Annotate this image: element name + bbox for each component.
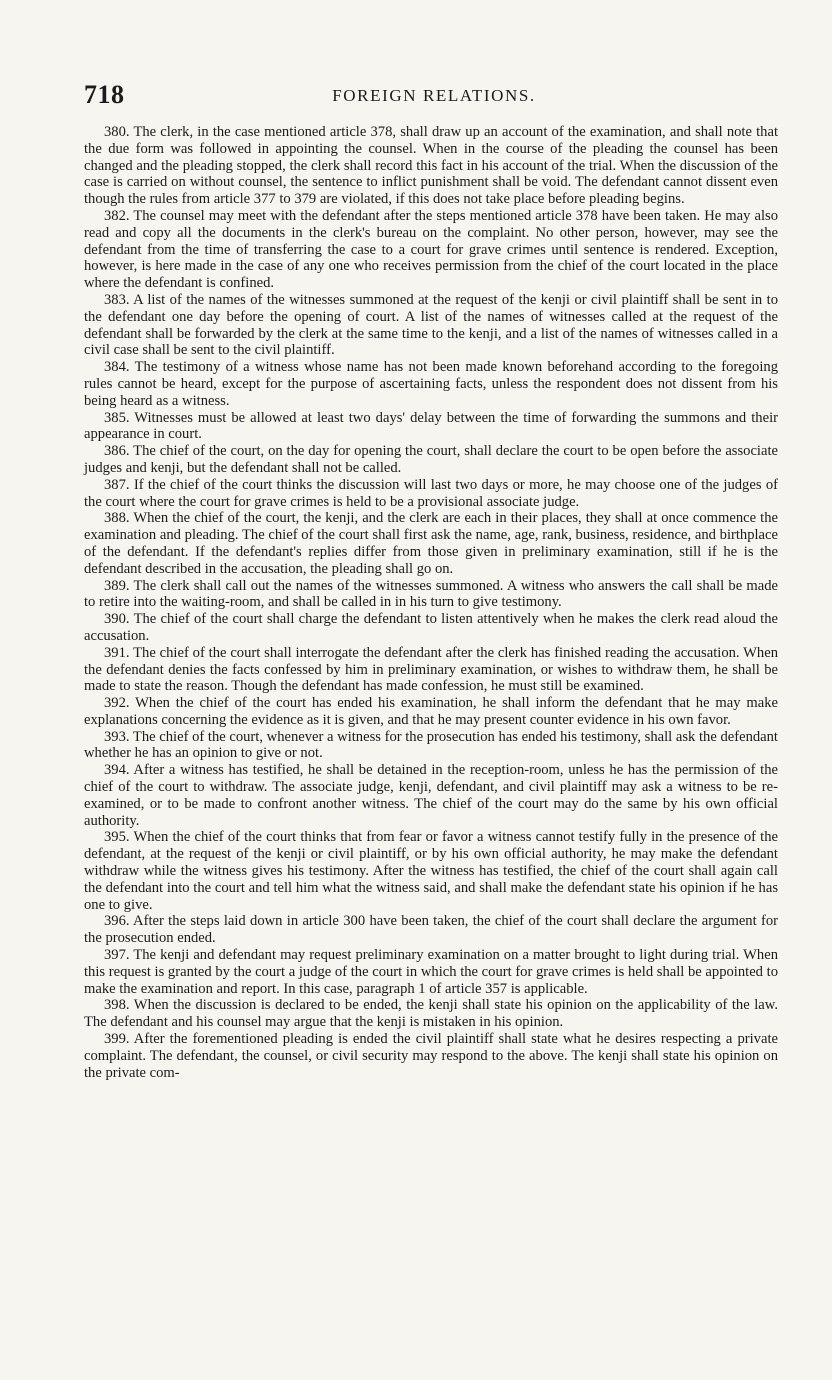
- article-388: 388. When the chief of the court, the kenji, and the clerk are each in their places, they shall at once commence the examination and pleading. The chief of the court shall first ask the name, age, rank, business, residence, and birthplace of the defendant. If the defendant's replies differ from those given in preliminary examination, still if he is the defendant described in the accusation, the pleading shall go on.: [84, 510, 778, 577]
- article-384: 384. The testimony of a witness whose name has not been made known beforehand according to the foregoing rules cannot be heard, except for the purpose of ascertaining facts, unless the respondent does not dissent from his being heard as a witness.: [84, 359, 778, 409]
- article-380: 380. The clerk, in the case mentioned article 378, shall draw up an account of the examination, and shall note that the due form was followed in appointing the counsel. When in the course of the pleading the counsel has been changed and the pleading stopped, the clerk shall record this fact in his account of the trial. When the discussion of the case is carried on without counsel, the sentence to inflict punishment shall be void. The defendant cannot dissent even though the rules from article 377 to 379 are violated, if this does not take place before pleading begins.: [84, 124, 778, 208]
- article-383: 383. A list of the names of the witnesses summoned at the request of the kenji or civil plaintiff shall be sent in to the defendant one day before the opening of court. A list of the names of witnesses called at the request of the defendant shall be forwarded by the clerk at the same time to the kenji, and a list of the names of witnesses called in a civil case shall be sent to the civil plaintiff.: [84, 291, 778, 359]
- article-398: 398. When the discussion is declared to be ended, the kenji shall state his opinion on the applicability of the law. The defendant and his counsel may argue that the kenji is mistaken in his opinion.: [84, 997, 778, 1031]
- article-391: 391. The chief of the court shall interrogate the defendant after the clerk has finished reading the accusation. When the defendant denies the facts confessed by him in preliminary examination, or wishes to withdraw them, he shall be made to state the reason. Though the defendant has made confession, he must still be examined.: [84, 644, 778, 695]
- article-397: 397. The kenji and defendant may request preliminary examination on a matter brought to light during trial. When this request is granted by the court a judge of the court in which the court for grave crimes is held shall be appointed to make the examination and report. In this case, paragraph 1 of article 357 is applicable.: [84, 947, 778, 997]
- article-389: 389. The clerk shall call out the names of the witnesses summoned. A witness who answers the call shall be made to retire into the waiting-room, and shall be called in in his turn to give testimony.: [84, 577, 778, 611]
- article-385: 385. Witnesses must be allowed at least two days' delay between the time of forwarding the summons and their appearance in court.: [84, 409, 778, 443]
- article-395: 395. When the chief of the court thinks that from fear or favor a witness cannot testify fully in the presence of the defendant, at the request of the kenji or civil plaintiff, or by his own official authority, he may make the defendant withdraw while the witness gives his testimony. After the witness has testified, the chief of the court shall again call the defendant into the court and tell him what the witness said, and shall make the defendant state his opinion if he has one to give.: [84, 829, 778, 913]
- article-399: 399. After the forementioned pleading is ended the civil plaintiff shall state what he desires respecting a private complaint. The defendant, the counsel, or civil security may respond to the above. The kenji shall state his opinion on the private com-: [84, 1031, 778, 1081]
- article-392: 392. When the chief of the court has ended his examination, he shall inform the defendant that he may make explanations concerning the evidence as it is given, and that he may present counter evidence in his own favor.: [84, 695, 778, 728]
- article-394: 394. After a witness has testified, he shall be detained in the reception-room, unless he has the permission of the chief of the court to withdraw. The associate judge, kenji, defendant, and civil plaintiff may ask a witness to be re-examined, or to be made to confront another witness. The chief of the court may do the same by his own official authority.: [84, 762, 778, 829]
- page-header: [84, 80, 784, 114]
- article-396: 396. After the steps laid down in article 300 have been taken, the chief of the court shall declare the argument for the prosecution ended.: [84, 913, 778, 947]
- article-386: 386. The chief of the court, on the day for opening the court, shall declare the court to be open before the associate judges and kenji, but the defendant shall not be called.: [84, 443, 778, 476]
- article-387: 387. If the chief of the court thinks the discussion will last two days or more, he may choose one of the judges of the court where the court for grave crimes is held to be a provisional associate judge.: [84, 476, 778, 510]
- article-390: 390. The chief of the court shall charge the defendant to listen attentively when he makes the clerk read aloud the accusation.: [84, 611, 778, 644]
- running-head: FOREIGN RELATIONS.: [332, 86, 536, 105]
- article-393: 393. The chief of the court, whenever a witness for the prosecution has ended his testimony, shall ask the defendant whether he has an opinion to give or not.: [84, 728, 778, 762]
- page-number: 718: [84, 80, 125, 109]
- article-382: 382. The counsel may meet with the defendant after the steps mentioned article 378 have been taken. He may also read and copy all the documents in the clerk's bureau on the complaint. No other person, however, may see the defendant from the time of transferring the case to a court for grave crimes until sentence is rendered. Exception, however, is here made in the case of any one who receives permission from the chief of the court located in the place where the defendant is confined.: [84, 207, 778, 292]
- body-text: [84, 124, 778, 1081]
